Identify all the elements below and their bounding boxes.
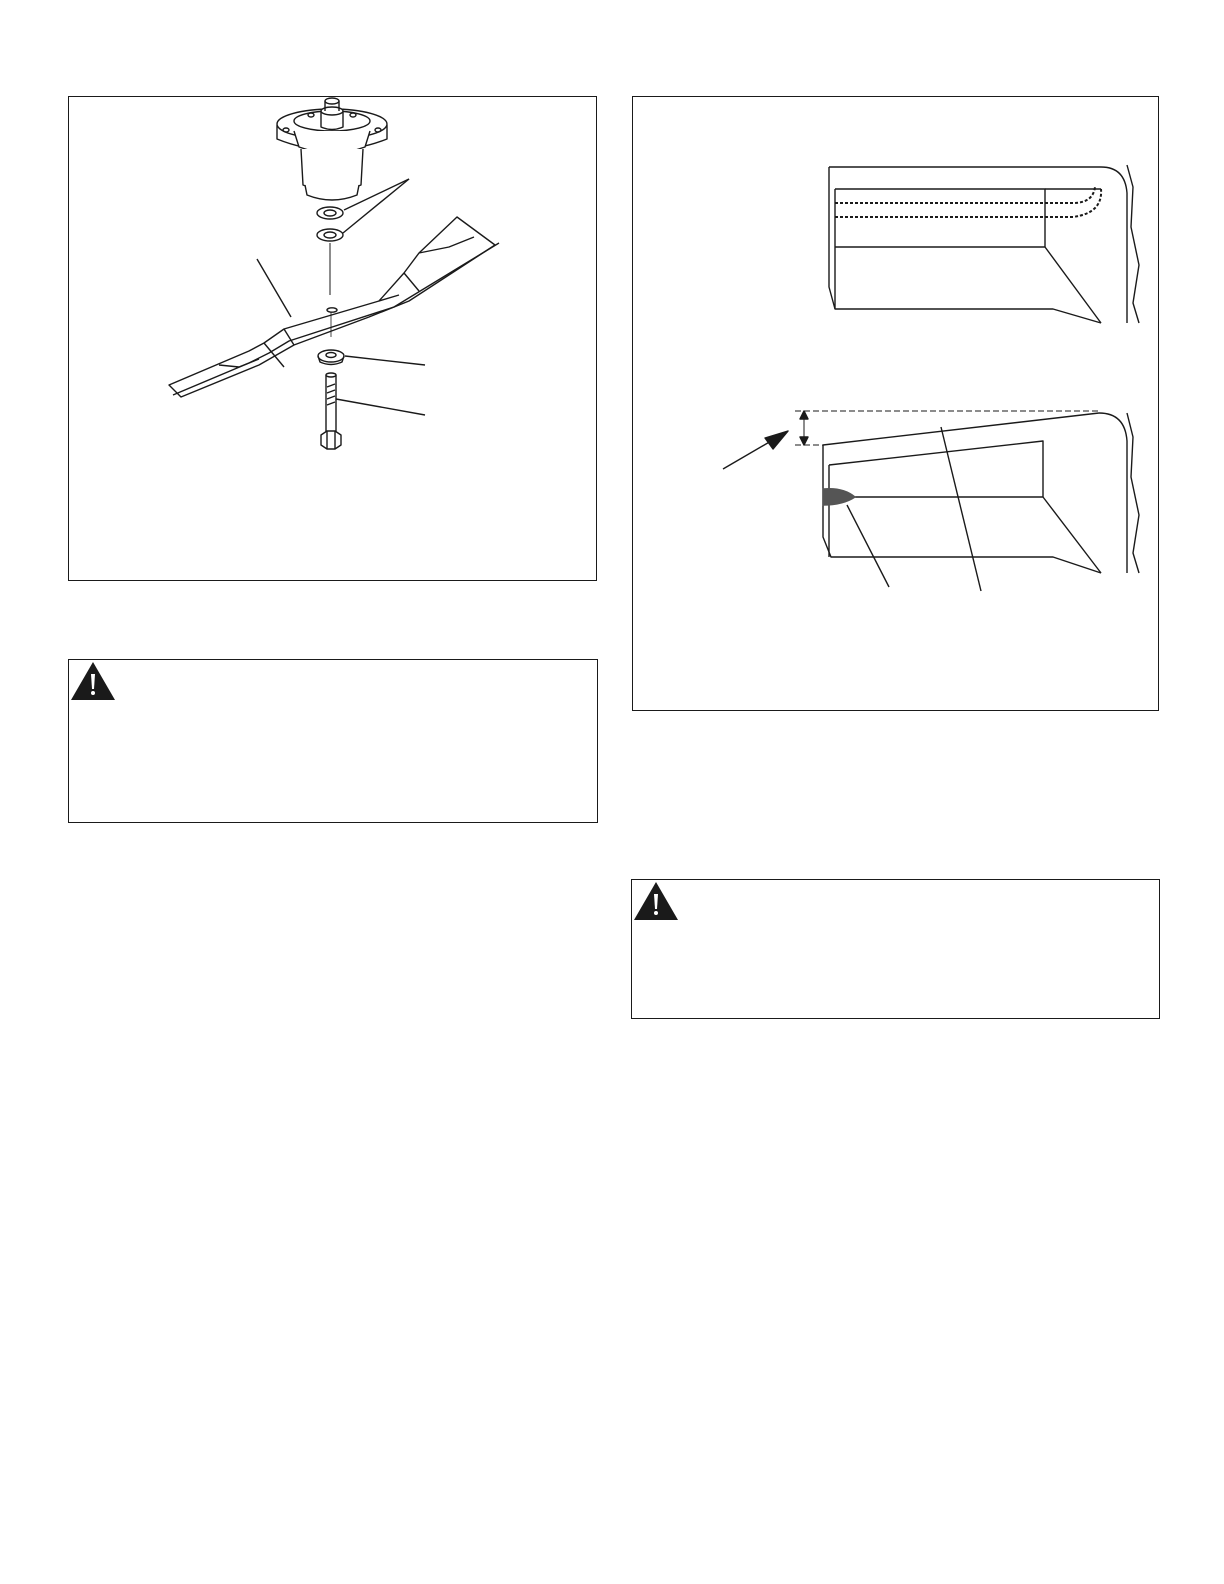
warning-box [631,879,1160,1019]
warning-box [68,659,598,823]
leader-line [257,259,291,317]
leader-line [345,356,425,365]
correct-blade-edge-view [829,165,1145,323]
cupped-washer [318,350,344,365]
blade-edge-drawing [633,97,1160,712]
spindle-housing [277,98,387,200]
blade-edge-figure [632,96,1159,711]
blade [169,217,499,397]
arrow-head [765,431,788,449]
warning-triangle-icon [69,660,117,702]
worn-blade-edge-view [823,413,1145,573]
blade-bolt [321,373,341,449]
warning-triangle-icon [632,880,680,922]
blade-assembly-drawing [69,97,598,582]
leader-line [336,399,425,415]
spacer-washers [317,207,343,241]
blade-assembly-figure [68,96,597,581]
